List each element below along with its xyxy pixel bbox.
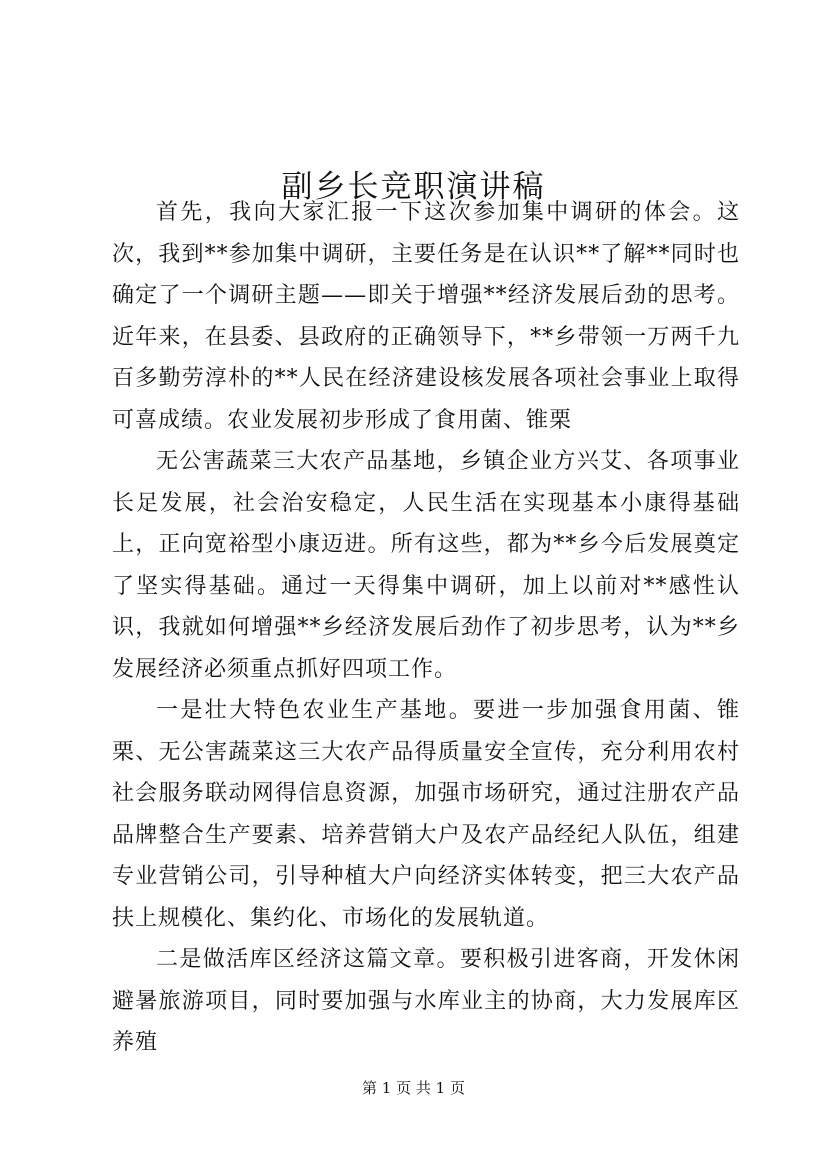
document-title: 副乡长竞职演讲稿 — [281, 168, 546, 205]
paragraph-3: 一是壮大特色农业生产基地。要进一步加强食用菌、锥栗、无公害蔬菜这三大农产品得质量安全宣传，充分利用农村社会服务联动网得信息资源，加强市场研究，通过注册农产品品牌整合生产要素、培养营销大户及农产品经纪人队伍，组建专业营销公司，引导种植大户向经济实体转变，把三大农产品扶上规模化、集约化、市场化的发展轨道。 — [112, 698, 740, 931]
document-body — [112, 192, 740, 1064]
paragraph-4: 二是做活库区经济这篇文章。要积极引进客商，开发休闲避暑旅游项目，同时要加强与水库业主的协商，大力发展库区养殖 — [112, 947, 740, 1055]
paragraph-2: 无公害蔬菜三大农产品基地，乡镇企业方兴艾、各项事业长足发展，社会治安稳定，人民生活在实现基本小康得基础上，正向宽裕型小康迈进。所有这些，都为**乡今后发展奠定了坚实得基础。通过一天得集中调研，加上以前对**感性认识，我就如何增强**乡经济发展后劲作了初步思考，认为**乡发展经济必须重点抓好四项工作。 — [112, 449, 740, 682]
paragraph-1: 首先，我向大家汇报一下这次参加集中调研的体会。这次，我到**参加集中调研，主要任务是在认识**了解**同时也确定了一个调研主题——即关于增强**经济发展后劲的思考。近年来，在县委、县政府的正确领导下，**乡带领一万两千九百多勤劳淳朴的**人民在经济建设核发展各项社会事业上取得可喜成绩。农业发展初步形成了食用菌、锥栗 — [112, 200, 740, 433]
page-number-footer: 第 1 页 共 1 页 — [362, 1079, 465, 1097]
